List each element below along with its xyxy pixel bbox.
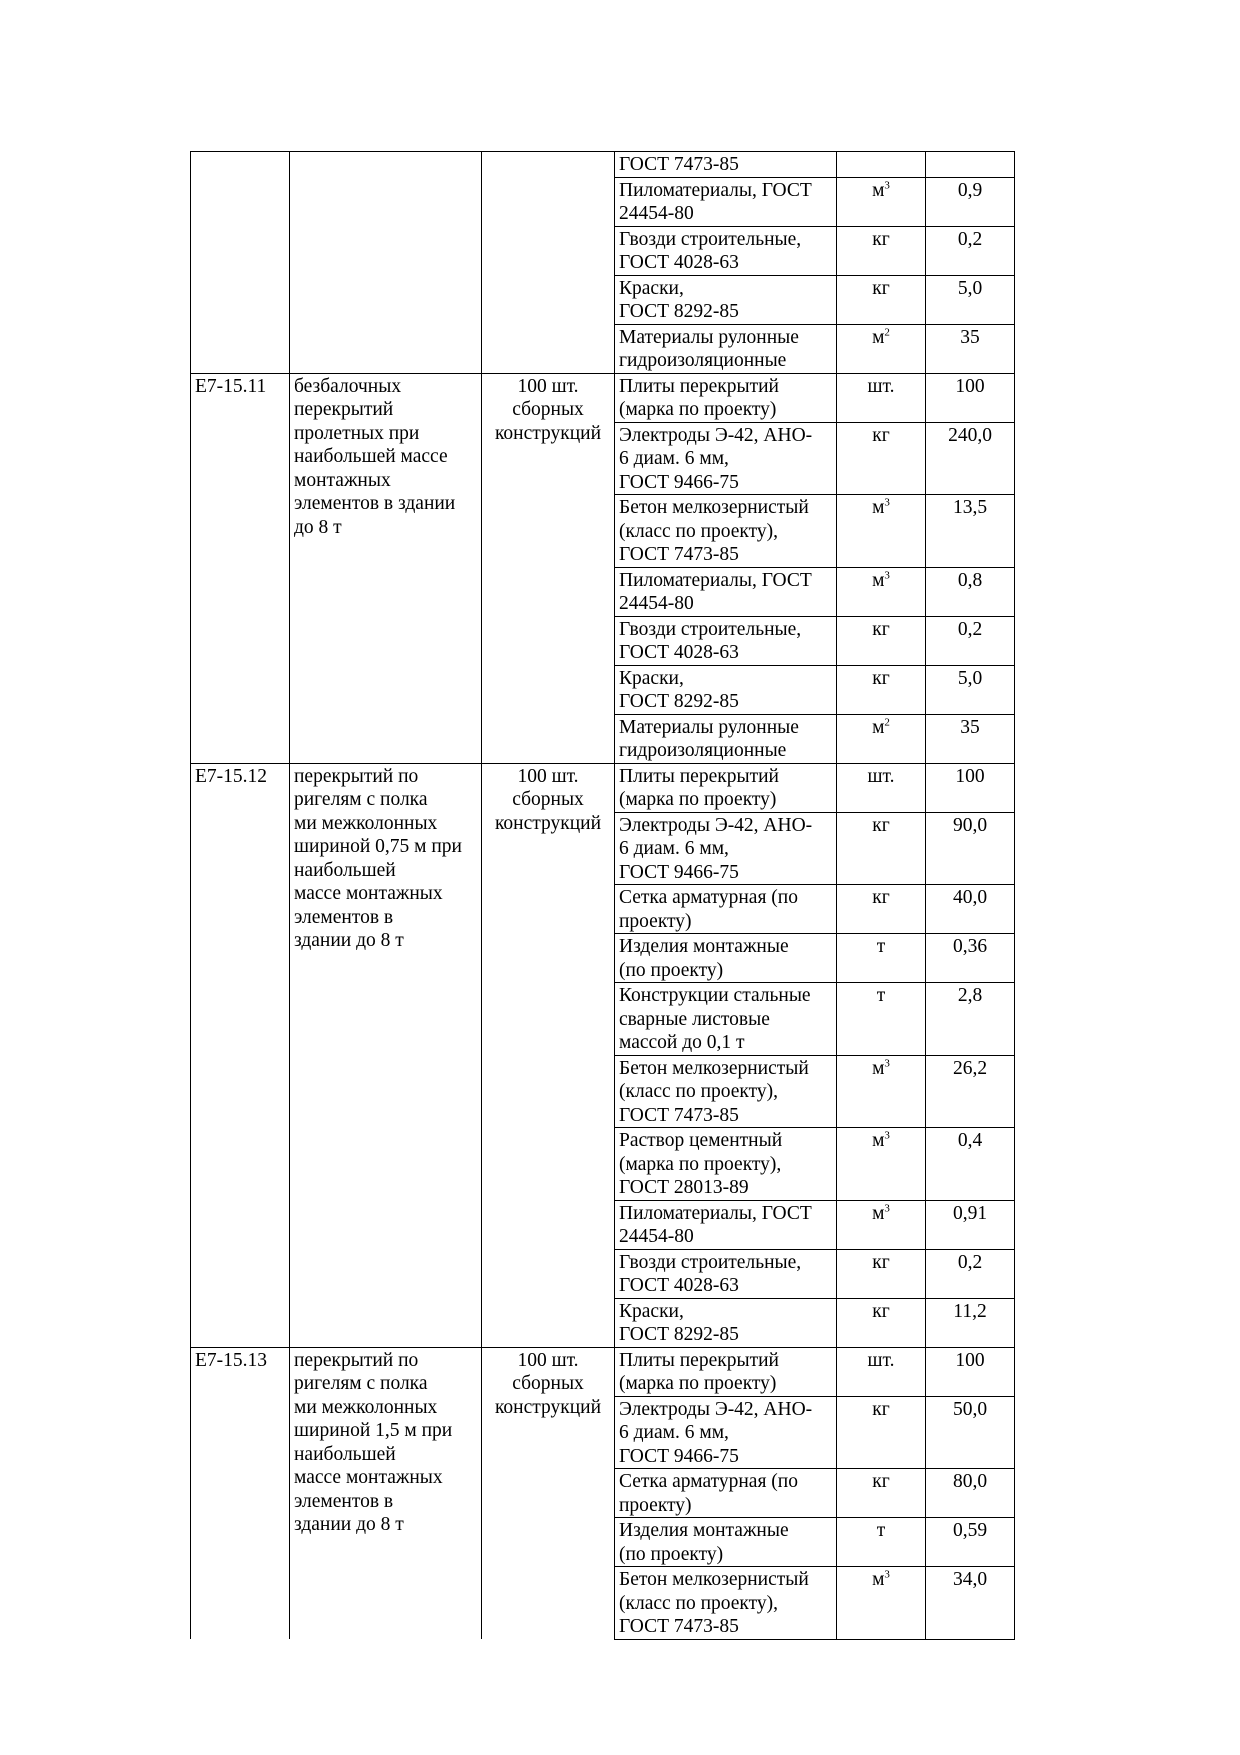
norm-code: Е7-15.11 xyxy=(191,373,290,763)
norms-table-body xyxy=(191,152,1015,1640)
resource-quantity: 35 xyxy=(926,324,1015,373)
resource-quantity: 35 xyxy=(926,714,1015,763)
resource-unit-text: т xyxy=(876,985,886,1006)
resource-quantity: 80,0 xyxy=(926,1469,1015,1518)
resource-quantity: 11,2 xyxy=(926,1298,1015,1347)
resource-name: Гвозди строительные, ГОСТ 4028-63 xyxy=(615,1249,837,1298)
resource-unit xyxy=(837,934,926,983)
resource-unit-text: кг xyxy=(872,1398,890,1420)
resource-quantity: 34,0 xyxy=(926,1567,1015,1640)
resource-unit-text: м xyxy=(872,716,885,738)
resource-quantity: 2,8 xyxy=(926,983,1015,1056)
work-description: безбалочных перекрытий пролетных при наибольшей массе монтажных элементов в здании до 8 т xyxy=(290,373,482,763)
resource-unit xyxy=(837,495,926,568)
resource-unit-text: кг xyxy=(872,667,890,689)
resource-name: Материалы рулонные гидроизоляционные xyxy=(615,324,837,373)
resource-norms-table xyxy=(190,151,1015,1640)
resource-unit xyxy=(837,616,926,665)
resource-unit-exponent: 3 xyxy=(884,1129,890,1142)
resource-quantity: 5,0 xyxy=(926,665,1015,714)
resource-name: Конструкции стальные сварные листовые массой до 0,1 т xyxy=(615,983,837,1056)
resource-unit-text: кг xyxy=(872,618,890,640)
resource-quantity: 0,2 xyxy=(926,616,1015,665)
resource-name: Плиты перекрытий (марка по проекту) xyxy=(615,763,837,812)
resource-unit-text: кг xyxy=(872,1300,890,1322)
resource-name: Гвозди строительные, ГОСТ 4028-63 xyxy=(615,616,837,665)
resource-name: Электроды Э-42, АНО- 6 диам. 6 мм, ГОСТ 9466-75 xyxy=(615,1396,837,1469)
resource-unit xyxy=(837,1128,926,1201)
resource-unit xyxy=(837,324,926,373)
resource-unit-exponent: 3 xyxy=(884,1568,890,1581)
resource-unit xyxy=(837,152,926,178)
resource-name: Краски, ГОСТ 8292-85 xyxy=(615,275,837,324)
resource-row xyxy=(191,373,1015,422)
measure-unit: 100 шт. сборных конструкций xyxy=(482,763,615,1347)
resource-name: Сетка арматурная (по проекту) xyxy=(615,885,837,934)
resource-name: Краски, ГОСТ 8292-85 xyxy=(615,665,837,714)
resource-quantity: 0,36 xyxy=(926,934,1015,983)
resource-unit-text: шт. xyxy=(867,1349,895,1371)
resource-unit xyxy=(837,1249,926,1298)
resource-quantity: 0,59 xyxy=(926,1518,1015,1567)
resource-name: Бетон мелкозернистый (класс по проекту), ГОСТ 7473-85 xyxy=(615,1055,837,1128)
resource-quantity: 90,0 xyxy=(926,812,1015,885)
resource-unit xyxy=(837,422,926,495)
resource-unit xyxy=(837,1055,926,1128)
resource-unit-exponent: 3 xyxy=(884,1057,890,1069)
resource-unit-text: кг xyxy=(872,1251,890,1273)
resource-name: Материалы рулонные гидроизоляционные xyxy=(615,714,837,763)
resource-unit xyxy=(837,177,926,226)
work-description xyxy=(290,152,482,374)
resource-name: Краски, ГОСТ 8292-85 xyxy=(615,1298,837,1347)
measure-unit xyxy=(482,152,615,374)
resource-unit-text: м xyxy=(872,497,885,518)
resource-unit xyxy=(837,763,926,812)
resource-quantity: 100 xyxy=(926,1347,1015,1396)
resource-name: Плиты перекрытий (марка по проекту) xyxy=(615,373,837,422)
resource-unit xyxy=(837,1518,926,1567)
resource-unit xyxy=(837,983,926,1056)
resource-quantity: 0,4 xyxy=(926,1128,1015,1201)
resource-unit-text: м xyxy=(872,326,885,348)
resource-unit xyxy=(837,812,926,885)
resource-unit xyxy=(837,1567,926,1640)
resource-unit-text: м xyxy=(872,1569,885,1590)
resource-quantity: 40,0 xyxy=(926,885,1015,934)
resource-name: Электроды Э-42, АНО- 6 диам. 6 мм, ГОСТ 9466-75 xyxy=(615,812,837,885)
norm-code xyxy=(191,152,290,374)
work-description: перекрытий по ригелям с полка ми межколонных шириной 1,5 м при наибольшей массе монтажных элементов в здании до 8 т xyxy=(290,1347,482,1639)
resource-unit xyxy=(837,1469,926,1518)
resource-unit xyxy=(837,1200,926,1249)
resource-name: Изделия монтажные (по проекту) xyxy=(615,934,837,983)
resource-quantity xyxy=(926,152,1015,178)
norm-code: Е7-15.13 xyxy=(191,1347,290,1639)
resource-unit-text: т xyxy=(876,936,886,957)
resource-quantity: 5,0 xyxy=(926,275,1015,324)
resource-unit xyxy=(837,373,926,422)
resource-quantity: 0,9 xyxy=(926,177,1015,226)
resource-name: Сетка арматурная (по проекту) xyxy=(615,1469,837,1518)
resource-quantity: 0,2 xyxy=(926,1249,1015,1298)
resource-unit-text: шт. xyxy=(867,375,895,397)
resource-unit-text: м xyxy=(872,179,885,201)
resource-unit-exponent: 3 xyxy=(884,1202,890,1214)
resource-row xyxy=(191,152,1015,178)
resource-unit-text: кг xyxy=(872,228,890,250)
measure-unit: 100 шт. сборных конструкций xyxy=(482,373,615,763)
resource-name: ГОСТ 7473-85 xyxy=(615,152,837,178)
resource-unit xyxy=(837,567,926,616)
resource-unit-text: м xyxy=(872,1057,885,1079)
resource-unit-text: кг xyxy=(872,887,890,908)
resource-unit-text: кг xyxy=(872,814,890,836)
measure-unit: 100 шт. сборных конструкций xyxy=(482,1347,615,1639)
resource-row xyxy=(191,763,1015,812)
resource-unit-text: т xyxy=(876,1520,886,1541)
resource-name: Раствор цементный (марка по проекту), ГОСТ 28013-89 xyxy=(615,1128,837,1201)
resource-unit-text: кг xyxy=(872,277,890,299)
resource-unit xyxy=(837,1396,926,1469)
resource-unit-text: шт. xyxy=(867,765,895,787)
resource-unit-exponent: 2 xyxy=(884,716,890,728)
resource-unit-text: м xyxy=(872,569,885,591)
resource-unit-text: м xyxy=(872,1202,885,1224)
resource-quantity: 0,8 xyxy=(926,567,1015,616)
resource-unit-text: кг xyxy=(872,1471,890,1492)
norm-code: Е7-15.12 xyxy=(191,763,290,1347)
resource-name: Пиломатериалы, ГОСТ 24454-80 xyxy=(615,567,837,616)
resource-quantity: 100 xyxy=(926,373,1015,422)
resource-row xyxy=(191,1347,1015,1396)
resource-unit-exponent: 3 xyxy=(884,496,890,509)
resource-unit xyxy=(837,275,926,324)
resource-unit-exponent: 2 xyxy=(884,326,890,338)
resource-unit xyxy=(837,226,926,275)
resource-name: Пиломатериалы, ГОСТ 24454-80 xyxy=(615,1200,837,1249)
resource-unit xyxy=(837,885,926,934)
resource-unit xyxy=(837,665,926,714)
resource-quantity: 240,0 xyxy=(926,422,1015,495)
work-description: перекрытий по ригелям с полка ми межколонных шириной 0,75 м при наибольшей массе монтажных элементов в здании до 8 т xyxy=(290,763,482,1347)
resource-quantity: 26,2 xyxy=(926,1055,1015,1128)
resource-unit-text: кг xyxy=(872,424,890,446)
resource-name: Плиты перекрытий (марка по проекту) xyxy=(615,1347,837,1396)
resource-unit-exponent: 3 xyxy=(884,569,890,581)
resource-name: Пиломатериалы, ГОСТ 24454-80 xyxy=(615,177,837,226)
resource-name: Бетон мелкозернистый (класс по проекту), ГОСТ 7473-85 xyxy=(615,495,837,568)
resource-unit-text: м xyxy=(872,1130,885,1151)
resource-unit xyxy=(837,714,926,763)
resource-quantity: 50,0 xyxy=(926,1396,1015,1469)
resource-unit xyxy=(837,1298,926,1347)
resource-name: Электроды Э-42, АНО- 6 диам. 6 мм, ГОСТ 9466-75 xyxy=(615,422,837,495)
resource-quantity: 100 xyxy=(926,763,1015,812)
resource-name: Гвозди строительные, ГОСТ 4028-63 xyxy=(615,226,837,275)
resource-unit-exponent: 3 xyxy=(884,179,890,191)
resource-quantity: 13,5 xyxy=(926,495,1015,568)
resource-quantity: 0,2 xyxy=(926,226,1015,275)
resource-name: Бетон мелкозернистый (класс по проекту), ГОСТ 7473-85 xyxy=(615,1567,837,1640)
resource-unit xyxy=(837,1347,926,1396)
resource-quantity: 0,91 xyxy=(926,1200,1015,1249)
resource-name: Изделия монтажные (по проекту) xyxy=(615,1518,837,1567)
